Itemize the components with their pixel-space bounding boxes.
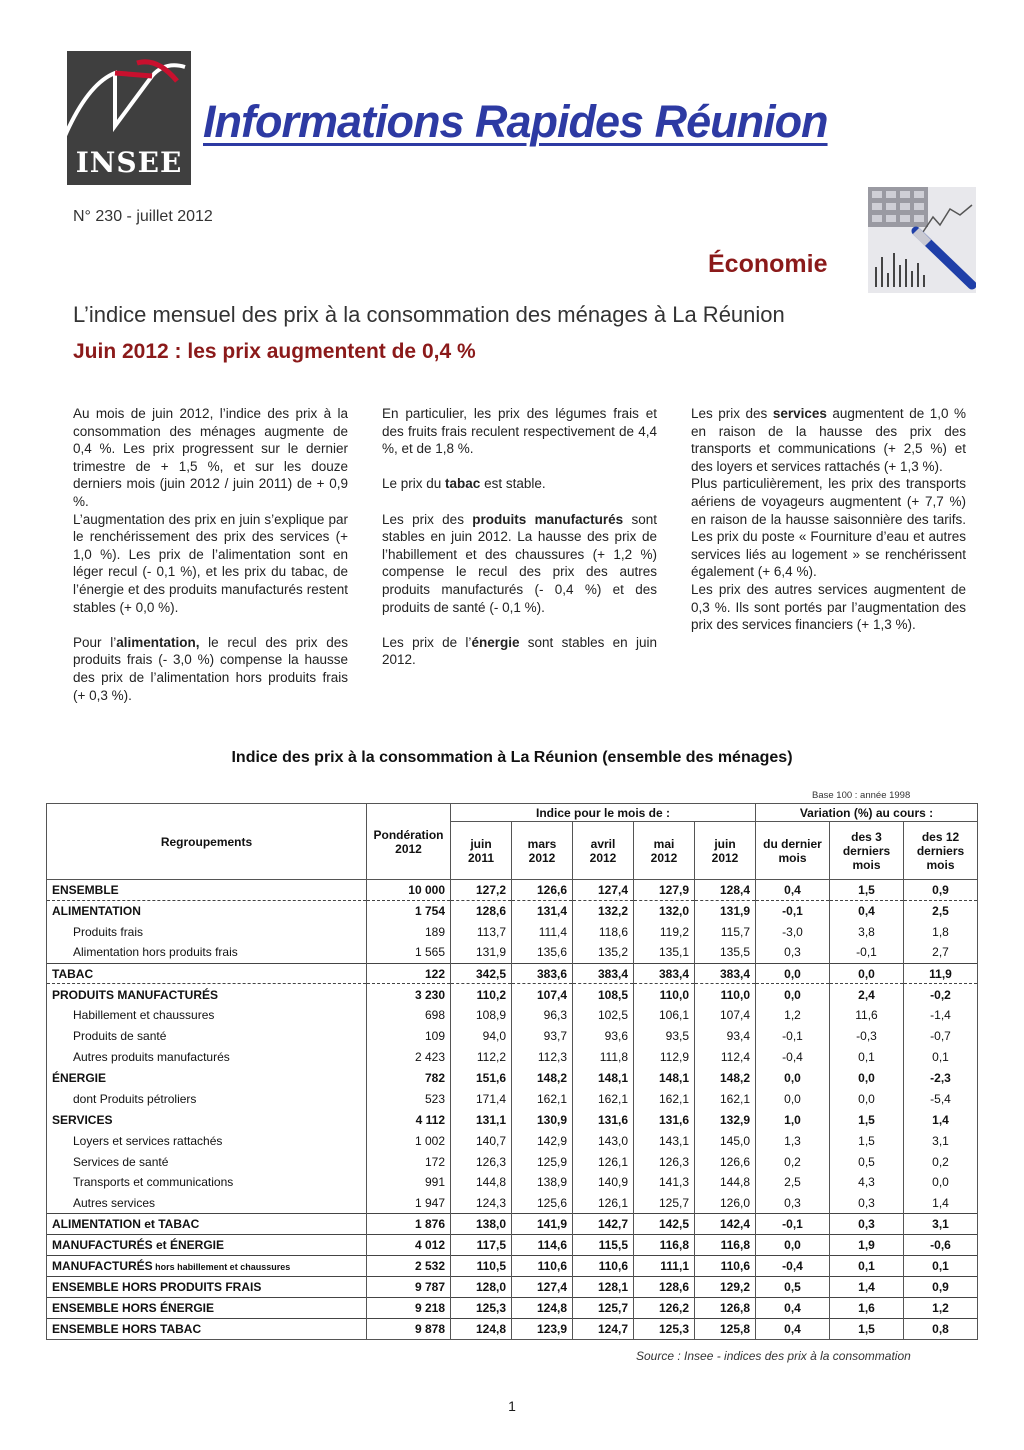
row-label: Autres services <box>47 1193 367 1214</box>
index-cell: 128,0 <box>451 1276 512 1297</box>
table-row <box>47 1297 978 1318</box>
variation-cell: -0,1 <box>756 1214 830 1235</box>
variation-cell: 0,0 <box>830 963 904 984</box>
variation-cell: 0,0 <box>756 963 830 984</box>
variation-cell: 0,0 <box>830 1068 904 1089</box>
variation-cell: -0,7 <box>904 1026 978 1047</box>
table-row <box>47 942 978 963</box>
variation-cell: 0,5 <box>756 1276 830 1297</box>
index-cell: 140,7 <box>451 1130 512 1151</box>
weight-cell: 10 000 <box>367 880 451 901</box>
index-cell: 141,3 <box>634 1172 695 1193</box>
index-cell: 111,8 <box>573 1047 634 1068</box>
index-cell: 131,9 <box>695 900 756 921</box>
index-cell: 383,4 <box>634 963 695 984</box>
index-cell: 135,1 <box>634 942 695 963</box>
index-cell: 138,9 <box>512 1172 573 1193</box>
header-variation-period: des 3 derniers mois <box>830 822 904 880</box>
weight-cell: 782 <box>367 1068 451 1089</box>
variation-cell: 1,3 <box>756 1130 830 1151</box>
variation-cell: 1,2 <box>904 1297 978 1318</box>
index-cell: 125,7 <box>634 1193 695 1214</box>
variation-cell: 0,1 <box>830 1256 904 1277</box>
index-cell: 110,0 <box>634 984 695 1005</box>
index-cell: 128,1 <box>573 1276 634 1297</box>
variation-cell: 3,1 <box>904 1130 978 1151</box>
index-cell: 131,6 <box>634 1109 695 1130</box>
variation-cell: 0,1 <box>830 1047 904 1068</box>
index-cell: 125,3 <box>451 1297 512 1318</box>
index-cell: 148,2 <box>512 1068 573 1089</box>
variation-cell: 0,8 <box>904 1318 978 1339</box>
issue-number: N° 230 - juillet 2012 <box>73 208 213 225</box>
variation-cell: 1,5 <box>830 880 904 901</box>
row-label: MANUFACTURÉS hors habillement et chaussures <box>47 1256 367 1277</box>
table-row <box>47 1047 978 1068</box>
row-label: MANUFACTURÉS et ÉNERGIE <box>47 1235 367 1256</box>
weight-cell: 1 754 <box>367 900 451 921</box>
header-regroupements: Regroupements <box>47 804 367 880</box>
variation-cell: -0,4 <box>756 1256 830 1277</box>
masthead-title: Informations Rapides Réunion <box>203 96 828 147</box>
row-label: ÉNERGIE <box>47 1068 367 1089</box>
variation-cell: 1,8 <box>904 921 978 942</box>
index-cell: 124,3 <box>451 1193 512 1214</box>
variation-cell: 2,5 <box>756 1172 830 1193</box>
index-cell: 110,6 <box>695 1256 756 1277</box>
index-cell: 143,0 <box>573 1130 634 1151</box>
paragraph: Les prix des autres services augmentent de 0,3 %. Ils sont portés par l’augmentation des prix des services financiers (+ 1,3 %). <box>691 581 966 633</box>
insee-logo <box>67 51 191 185</box>
header-month: mars 2012 <box>512 822 573 880</box>
row-label: ENSEMBLE HORS ÉNERGIE <box>47 1297 367 1318</box>
index-cell: 132,9 <box>695 1109 756 1130</box>
variation-cell: -0,2 <box>904 984 978 1005</box>
header-month: avril 2012 <box>573 822 634 880</box>
row-label: Services de santé <box>47 1151 367 1172</box>
variation-cell: 1,5 <box>830 1318 904 1339</box>
variation-cell: 0,1 <box>904 1047 978 1068</box>
variation-cell: 0,0 <box>756 1235 830 1256</box>
index-cell: 93,7 <box>512 1026 573 1047</box>
row-label: ALIMENTATION et TABAC <box>47 1214 367 1235</box>
index-cell: 131,9 <box>451 942 512 963</box>
source-note: Source : Insee - indices des prix à la consommation <box>636 1349 911 1363</box>
index-cell: 126,1 <box>573 1193 634 1214</box>
variation-cell: -2,3 <box>904 1068 978 1089</box>
variation-cell: 0,3 <box>756 1193 830 1214</box>
variation-cell: 0,3 <box>830 1193 904 1214</box>
index-cell: 110,0 <box>695 984 756 1005</box>
variation-cell: 11,9 <box>904 963 978 984</box>
index-cell: 125,3 <box>634 1318 695 1339</box>
index-cell: 132,0 <box>634 900 695 921</box>
index-cell: 125,7 <box>573 1297 634 1318</box>
table-row <box>47 880 978 901</box>
weight-cell: 1 876 <box>367 1214 451 1235</box>
index-cell: 110,2 <box>451 984 512 1005</box>
index-cell: 125,8 <box>695 1318 756 1339</box>
index-cell: 127,9 <box>634 880 695 901</box>
variation-cell: 0,0 <box>756 1068 830 1089</box>
row-label: Autres produits manufacturés <box>47 1047 367 1068</box>
index-cell: 126,3 <box>634 1151 695 1172</box>
table-row <box>47 1235 978 1256</box>
index-cell: 142,4 <box>695 1214 756 1235</box>
row-label: Habillement et chaussures <box>47 1005 367 1026</box>
weight-cell: 9 218 <box>367 1297 451 1318</box>
index-cell: 148,2 <box>695 1068 756 1089</box>
row-label: ENSEMBLE HORS PRODUITS FRAIS <box>47 1276 367 1297</box>
header-variation-period: des 12 derniers mois <box>904 822 978 880</box>
index-cell: 131,4 <box>512 900 573 921</box>
index-cell: 128,6 <box>451 900 512 921</box>
index-cell: 114,6 <box>512 1235 573 1256</box>
weight-cell: 189 <box>367 921 451 942</box>
index-cell: 171,4 <box>451 1088 512 1109</box>
table-row <box>47 1151 978 1172</box>
variation-cell: 3,8 <box>830 921 904 942</box>
index-cell: 141,9 <box>512 1214 573 1235</box>
table-row <box>47 1109 978 1130</box>
variation-cell: -0,3 <box>830 1026 904 1047</box>
weight-cell: 2 423 <box>367 1047 451 1068</box>
index-cell: 102,5 <box>573 1005 634 1026</box>
variation-cell: 1,4 <box>830 1276 904 1297</box>
header-variation: Variation (%) au cours : <box>756 804 978 822</box>
index-cell: 148,1 <box>573 1068 634 1089</box>
theme-label: Économie <box>708 250 828 278</box>
variation-cell: -0,1 <box>756 900 830 921</box>
index-cell: 138,0 <box>451 1214 512 1235</box>
index-cell: 111,1 <box>634 1256 695 1277</box>
index-cell: 151,6 <box>451 1068 512 1089</box>
weight-cell: 1 565 <box>367 942 451 963</box>
index-cell: 131,6 <box>573 1109 634 1130</box>
index-cell: 112,2 <box>451 1047 512 1068</box>
variation-cell: 0,4 <box>756 880 830 901</box>
variation-cell: -0,1 <box>756 1026 830 1047</box>
index-cell: 383,4 <box>573 963 634 984</box>
index-cell: 143,1 <box>634 1130 695 1151</box>
index-cell: 127,2 <box>451 880 512 901</box>
index-cell: 383,6 <box>512 963 573 984</box>
index-cell: 116,8 <box>634 1235 695 1256</box>
index-cell: 111,4 <box>512 921 573 942</box>
index-cell: 96,3 <box>512 1005 573 1026</box>
header-month: juin 2012 <box>695 822 756 880</box>
variation-cell: 2,4 <box>830 984 904 1005</box>
variation-cell: 0,3 <box>756 942 830 963</box>
table-row <box>47 1172 978 1193</box>
paragraph: Les prix des services augmentent de 1,0 % en raison de la hausse des prix des transports et communications (+ 2,5 %) et des loyers et services rattachés (+ 1,3 %). <box>691 406 966 474</box>
index-cell: 132,2 <box>573 900 634 921</box>
index-cell: 125,9 <box>512 1151 573 1172</box>
weight-cell: 523 <box>367 1088 451 1109</box>
variation-cell: 0,0 <box>904 1172 978 1193</box>
index-cell: 127,4 <box>573 880 634 901</box>
variation-cell: 1,0 <box>756 1109 830 1130</box>
weight-cell: 9 878 <box>367 1318 451 1339</box>
variation-cell: 1,4 <box>904 1193 978 1214</box>
header-month: juin 2011 <box>451 822 512 880</box>
index-cell: 93,5 <box>634 1026 695 1047</box>
header-indice: Indice pour le mois de : <box>451 804 756 822</box>
index-cell: 128,6 <box>634 1276 695 1297</box>
variation-cell: 0,0 <box>756 1088 830 1109</box>
index-cell: 131,1 <box>451 1109 512 1130</box>
index-cell: 108,5 <box>573 984 634 1005</box>
row-label: TABAC <box>47 963 367 984</box>
variation-cell: 0,5 <box>830 1151 904 1172</box>
table-row <box>47 1130 978 1151</box>
index-cell: 93,6 <box>573 1026 634 1047</box>
weight-cell: 109 <box>367 1026 451 1047</box>
index-cell: 93,4 <box>695 1026 756 1047</box>
index-cell: 140,9 <box>573 1172 634 1193</box>
paragraph: Au mois de juin 2012, l’indice des prix à la consommation des ménages augmente de 0,4 %. Les prix progressent sur le dernier trimestre de + 1,5 %, et sur les douze derniers mois (juin 2012 / juin 2011) de + 0,9 %. <box>73 406 348 509</box>
table-row <box>47 1026 978 1047</box>
page-number: 1 <box>508 1398 516 1414</box>
variation-cell: 0,9 <box>904 880 978 901</box>
text-column-1 <box>73 405 348 722</box>
index-cell: 162,1 <box>512 1088 573 1109</box>
variation-cell: 0,0 <box>830 1088 904 1109</box>
index-cell: 144,8 <box>451 1172 512 1193</box>
row-label: ENSEMBLE HORS TABAC <box>47 1318 367 1339</box>
table-title: Indice des prix à la consommation à La Réunion (ensemble des ménages) <box>231 749 793 766</box>
variation-cell: -1,4 <box>904 1005 978 1026</box>
weight-cell: 2 532 <box>367 1256 451 1277</box>
header-variation-period: du dernier mois <box>756 822 830 880</box>
variation-cell: 1,4 <box>904 1109 978 1130</box>
variation-cell: 0,2 <box>756 1151 830 1172</box>
variation-cell: 1,2 <box>756 1005 830 1026</box>
index-cell: 127,4 <box>512 1276 573 1297</box>
index-cell: 142,9 <box>512 1130 573 1151</box>
index-cell: 112,4 <box>695 1047 756 1068</box>
index-cell: 148,1 <box>634 1068 695 1089</box>
row-label: Transports et communications <box>47 1172 367 1193</box>
weight-cell: 9 787 <box>367 1276 451 1297</box>
index-cell: 124,8 <box>512 1297 573 1318</box>
index-cell: 126,6 <box>512 880 573 901</box>
index-cell: 115,5 <box>573 1235 634 1256</box>
index-cell: 124,7 <box>573 1318 634 1339</box>
row-label: Produits de santé <box>47 1026 367 1047</box>
variation-cell: 2,5 <box>904 900 978 921</box>
index-cell: 106,1 <box>634 1005 695 1026</box>
table-row <box>47 921 978 942</box>
index-cell: 119,2 <box>634 921 695 942</box>
weight-cell: 172 <box>367 1151 451 1172</box>
index-cell: 135,2 <box>573 942 634 963</box>
article-headline: Juin 2012 : les prix augmentent de 0,4 % <box>73 340 476 363</box>
header-ponderation: Pondération 2012 <box>367 804 451 880</box>
weight-cell: 1 947 <box>367 1193 451 1214</box>
index-cell: 142,5 <box>634 1214 695 1235</box>
variation-cell: 0,4 <box>756 1318 830 1339</box>
weight-cell: 1 002 <box>367 1130 451 1151</box>
variation-cell: 1,5 <box>830 1130 904 1151</box>
index-cell: 117,5 <box>451 1235 512 1256</box>
index-cell: 162,1 <box>634 1088 695 1109</box>
row-label: Loyers et services rattachés <box>47 1130 367 1151</box>
index-cell: 110,6 <box>512 1256 573 1277</box>
variation-cell: 1,5 <box>830 1109 904 1130</box>
index-cell: 145,0 <box>695 1130 756 1151</box>
index-cell: 94,0 <box>451 1026 512 1047</box>
index-cell: 107,4 <box>695 1005 756 1026</box>
text-column-2 <box>382 405 657 687</box>
weight-cell: 3 230 <box>367 984 451 1005</box>
index-cell: 129,2 <box>695 1276 756 1297</box>
variation-cell: 4,3 <box>830 1172 904 1193</box>
variation-cell: -0,1 <box>830 942 904 963</box>
index-cell: 162,1 <box>695 1088 756 1109</box>
variation-cell: 0,9 <box>904 1276 978 1297</box>
index-cell: 126,1 <box>573 1151 634 1172</box>
article-subtitle: L’indice mensuel des prix à la consommation des ménages à La Réunion <box>73 302 785 327</box>
weight-cell: 4 112 <box>367 1109 451 1130</box>
paragraph: Plus particulièrement, les prix des transports aériens de voyageurs augmentent (+ 7,7 %) en raison de la hausse saisonnière des tarifs. Les prix du poste « Fourniture d’eau et autres services liés au logement » se renchérissent également (+ 6,4 %). <box>691 476 966 580</box>
variation-cell: 0,3 <box>830 1214 904 1235</box>
index-cell: 107,4 <box>512 984 573 1005</box>
variation-cell: 0,2 <box>904 1151 978 1172</box>
price-index-table <box>46 803 978 1340</box>
index-cell: 110,6 <box>573 1256 634 1277</box>
index-cell: 126,0 <box>695 1193 756 1214</box>
table-row <box>47 1068 978 1089</box>
index-cell: 162,1 <box>573 1088 634 1109</box>
row-label: ALIMENTATION <box>47 900 367 921</box>
variation-cell: -3,0 <box>756 921 830 942</box>
index-cell: 144,8 <box>695 1172 756 1193</box>
logo-text: INSEE <box>75 146 183 179</box>
weight-cell: 991 <box>367 1172 451 1193</box>
row-label: PRODUITS MANUFACTURÉS <box>47 984 367 1005</box>
index-cell: 126,6 <box>695 1151 756 1172</box>
index-cell: 124,8 <box>451 1318 512 1339</box>
index-cell: 342,5 <box>451 963 512 984</box>
index-cell: 383,4 <box>695 963 756 984</box>
index-cell: 116,8 <box>695 1235 756 1256</box>
paragraph: L’augmentation des prix en juin s’explique par le renchérissement des prix des services (+ 1,0 %). Les prix de l’alimentation sont en léger recul (- 0,1 %), et les prix du tabac, de l’énergie et des produits manufacturés restent stables (+ 0,0 %). <box>73 511 348 615</box>
index-cell: 125,6 <box>512 1193 573 1214</box>
table-row <box>47 1214 978 1235</box>
table-row <box>47 900 978 921</box>
table-row <box>47 1193 978 1214</box>
header-month: mai 2012 <box>634 822 695 880</box>
variation-cell: 11,6 <box>830 1005 904 1026</box>
index-cell: 135,5 <box>695 942 756 963</box>
weight-cell: 122 <box>367 963 451 984</box>
variation-cell: 0,0 <box>756 984 830 1005</box>
index-cell: 142,7 <box>573 1214 634 1235</box>
table-row <box>47 1256 978 1277</box>
table-row <box>47 1276 978 1297</box>
table-row <box>47 984 978 1005</box>
index-cell: 126,3 <box>451 1151 512 1172</box>
variation-cell: -5,4 <box>904 1088 978 1109</box>
table-row <box>47 1318 978 1339</box>
paragraph: Le prix du tabac est stable. <box>382 476 546 492</box>
variation-cell: 1,6 <box>830 1297 904 1318</box>
variation-cell: 0,1 <box>904 1256 978 1277</box>
weight-cell: 698 <box>367 1005 451 1026</box>
variation-cell: 2,7 <box>904 942 978 963</box>
row-label: Produits frais <box>47 921 367 942</box>
table-row <box>47 963 978 984</box>
variation-cell: 1,9 <box>830 1235 904 1256</box>
index-cell: 130,9 <box>512 1109 573 1130</box>
calculator-pen-chart-image <box>868 187 976 293</box>
table-row <box>47 1088 978 1109</box>
variation-cell: 0,4 <box>830 900 904 921</box>
paragraph: En particulier, les prix des légumes frais et des fruits frais reculent respectivement de 4,4 %, et de 1,8 %. <box>382 406 657 457</box>
index-cell: 112,9 <box>634 1047 695 1068</box>
table-row <box>47 1005 978 1026</box>
variation-cell: -0,6 <box>904 1235 978 1256</box>
index-cell: 110,5 <box>451 1256 512 1277</box>
row-label: dont Produits pétroliers <box>47 1088 367 1109</box>
variation-cell: 3,1 <box>904 1214 978 1235</box>
text-column-3 <box>691 405 966 634</box>
paragraph: Pour l’alimentation, le recul des prix des produits frais (- 3,0 %) compense la hausse des prix de l’alimentation hors produits frais (+ 0,3 %). <box>73 634 349 703</box>
index-cell: 126,2 <box>634 1297 695 1318</box>
row-label: Alimentation hors produits frais <box>47 942 367 963</box>
variation-cell: 0,4 <box>756 1297 830 1318</box>
index-cell: 115,7 <box>695 921 756 942</box>
index-cell: 112,3 <box>512 1047 573 1068</box>
variation-cell: -0,4 <box>756 1047 830 1068</box>
index-cell: 108,9 <box>451 1005 512 1026</box>
index-cell: 126,8 <box>695 1297 756 1318</box>
row-label: ENSEMBLE <box>47 880 367 901</box>
index-cell: 135,6 <box>512 942 573 963</box>
weight-cell: 4 012 <box>367 1235 451 1256</box>
paragraph: Les prix de l’énergie sont stables en juin 2012. <box>382 634 657 668</box>
paragraph: Les prix des produits manufacturés sont stables en juin 2012. La hausse des prix de l’habillement et des chaussures (+ 1,2 %) compense le recul des prix des autres produits manufacturés (- 0,4 %) et des produits de santé (- 0,1 %). <box>382 511 657 615</box>
index-cell: 123,9 <box>512 1318 573 1339</box>
index-cell: 113,7 <box>451 921 512 942</box>
base-note: Base 100 : année 1998 <box>812 790 911 801</box>
index-cell: 118,6 <box>573 921 634 942</box>
index-cell: 128,4 <box>695 880 756 901</box>
row-label: SERVICES <box>47 1109 367 1130</box>
